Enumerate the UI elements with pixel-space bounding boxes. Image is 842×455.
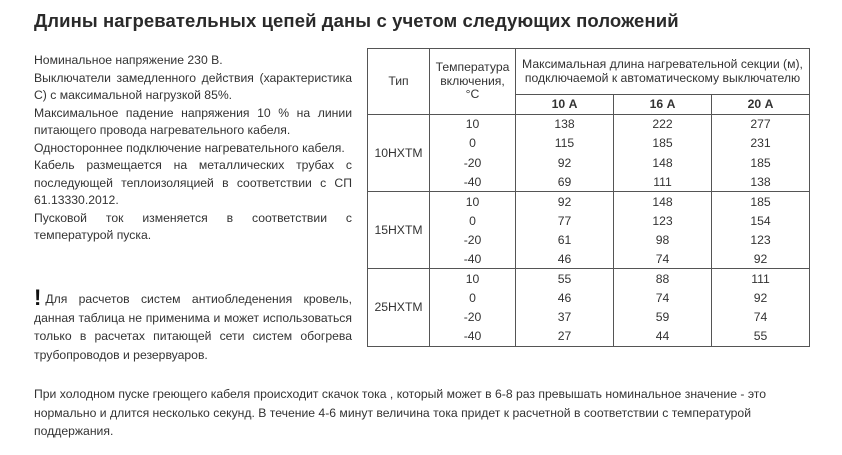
table-row <box>368 134 810 153</box>
length-value-cell: 37 <box>516 307 614 326</box>
temperature-cell: -20 <box>430 307 516 326</box>
conditions-list <box>34 52 352 245</box>
length-value-cell: 61 <box>516 230 614 249</box>
length-value-cell: 46 <box>516 288 614 307</box>
table-row <box>368 288 810 307</box>
length-value-cell: 92 <box>516 192 614 211</box>
length-value-cell: 148 <box>614 192 712 211</box>
length-value-cell: 231 <box>712 134 810 153</box>
length-value-cell: 222 <box>614 115 712 134</box>
length-value-cell: 148 <box>614 153 712 172</box>
header-max-length: Максимальная длина нагревательной секции (м), подключаемой к автоматическому выключателю <box>516 49 810 95</box>
length-value-cell: 88 <box>614 269 712 288</box>
length-value-cell: 115 <box>516 134 614 153</box>
length-value-cell: 59 <box>614 307 712 326</box>
header-current-20a: 20 А <box>712 95 810 115</box>
cold-start-note: При холодном пуске греющего кабеля происходит скачок тока , который может в 6-8 раз превышать номинальное значение - это нормально и длится несколько секунд. В течение 4-6 минут величина тока придет к расчетной в соответствии с температурой поддержания. <box>34 387 767 438</box>
table-row <box>368 172 810 191</box>
length-value-cell: 185 <box>712 192 810 211</box>
length-value-cell: 74 <box>614 288 712 307</box>
length-value-cell: 111 <box>614 172 712 191</box>
length-value-cell: 77 <box>516 211 614 230</box>
header-type: Тип <box>368 49 430 115</box>
table-row <box>368 153 810 172</box>
length-value-cell: 154 <box>712 211 810 230</box>
cable-type-cell: 15НХТМ <box>368 192 430 269</box>
table-row <box>368 269 810 288</box>
header-current-16a: 16 А <box>614 95 712 115</box>
length-value-cell: 44 <box>614 327 712 346</box>
table-row <box>368 211 810 230</box>
cable-type-cell: 25НХТМ <box>368 269 430 346</box>
length-value-cell: 55 <box>516 269 614 288</box>
condition-breakers: Выключатели замедленного действия (характеристика С) с максимальной нагрузкой 85%. <box>34 70 352 102</box>
temperature-cell: -40 <box>430 327 516 346</box>
cable-length-table <box>367 48 810 347</box>
length-value-cell: 92 <box>712 288 810 307</box>
cable-type-cell: 10НХТМ <box>368 115 430 192</box>
length-value-cell: 69 <box>516 172 614 191</box>
length-value-cell: 185 <box>712 153 810 172</box>
temperature-cell: 0 <box>430 288 516 307</box>
temperature-cell: 0 <box>430 134 516 153</box>
condition-voltage: Номинальное напряжение 230 В. <box>34 53 223 67</box>
temperature-cell: -20 <box>430 153 516 172</box>
length-value-cell: 138 <box>712 172 810 191</box>
temperature-cell: 10 <box>430 115 516 134</box>
temperature-cell: 10 <box>430 192 516 211</box>
length-value-cell: 74 <box>712 307 810 326</box>
length-value-cell: 27 <box>516 327 614 346</box>
table-row <box>368 307 810 326</box>
header-current-10a: 10 А <box>516 95 614 115</box>
condition-voltage-drop: Максимальное падение напряжения 10 % на линии питающего провода нагревательного кабеля. <box>34 105 352 137</box>
table-row <box>368 115 810 134</box>
header-temperature: Температура включения, °С <box>430 49 516 115</box>
length-value-cell: 185 <box>614 134 712 153</box>
temperature-cell: -40 <box>430 250 516 269</box>
condition-inrush: Пусковой ток изменяется в соответствии с температурой пуска. <box>34 210 352 242</box>
warning-icon: ! <box>34 285 42 310</box>
length-value-cell: 46 <box>516 250 614 269</box>
length-value-cell: 55 <box>712 327 810 346</box>
temperature-cell: -20 <box>430 230 516 249</box>
warning-note <box>34 287 352 364</box>
page-title: Длины нагревательных цепей даны с учетом следующих положений <box>34 10 679 31</box>
condition-placement: Кабель размещается на металлических трубах с последующей теплоизоляцией в соответствии с СП 61.13330.2012. <box>34 158 352 207</box>
table-row <box>368 230 810 249</box>
warning-text: Для расчетов систем антиобледенения кровель, данная таблица не применима и может использоваться только в расчетах питающей сети систем обогрева трубопроводов и резервуаров. <box>34 292 352 362</box>
length-value-cell: 111 <box>712 269 810 288</box>
table-row <box>368 327 810 346</box>
length-value-cell: 92 <box>712 250 810 269</box>
length-value-cell: 92 <box>516 153 614 172</box>
length-value-cell: 138 <box>516 115 614 134</box>
condition-connection: Одностороннее подключение нагревательного кабеля. <box>34 140 345 155</box>
table-row <box>368 250 810 269</box>
length-value-cell: 123 <box>614 211 712 230</box>
length-value-cell: 98 <box>614 230 712 249</box>
length-value-cell: 74 <box>614 250 712 269</box>
temperature-cell: -40 <box>430 172 516 191</box>
table-row <box>368 192 810 211</box>
length-value-cell: 123 <box>712 230 810 249</box>
temperature-cell: 0 <box>430 211 516 230</box>
length-value-cell: 277 <box>712 115 810 134</box>
temperature-cell: 10 <box>430 269 516 288</box>
